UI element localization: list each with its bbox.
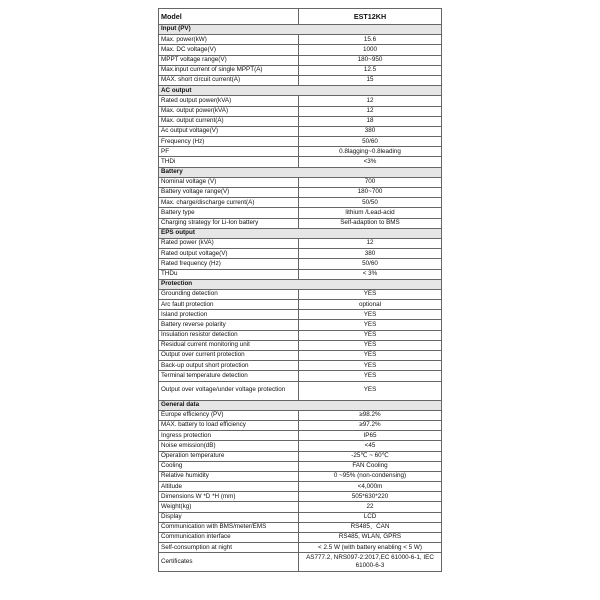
spec-value: <3%: [299, 157, 442, 167]
spec-row: [159, 320, 442, 330]
spec-value: 180~700: [299, 188, 442, 198]
spec-row: [159, 492, 442, 502]
spec-row: [159, 300, 442, 310]
spec-value: 50/60: [299, 259, 442, 269]
spec-value: 380: [299, 126, 442, 136]
spec-value: <4,000m: [299, 482, 442, 492]
spec-row: [159, 147, 442, 157]
spec-value: -25℃ ~ 60℃: [299, 451, 442, 461]
spec-row: [159, 441, 442, 451]
section-title: EPS output: [159, 228, 442, 238]
spec-value: 12.5: [299, 65, 442, 75]
spec-value: YES: [299, 351, 442, 361]
spec-row: [159, 340, 442, 350]
spec-row: [159, 471, 442, 481]
spec-value: optional: [299, 300, 442, 310]
spec-label: Max. power(kW): [159, 35, 299, 45]
model-label: Model: [159, 9, 299, 25]
spec-row: [159, 451, 442, 461]
section-header: [159, 25, 442, 35]
spec-label: Certificates: [159, 553, 299, 572]
spec-value: 0.8lagging~0.8leading: [299, 147, 442, 157]
spec-value: 12: [299, 238, 442, 248]
spec-row: [159, 157, 442, 167]
spec-value: AS777.2, NRS097-2:2017,EC 61000-6-1, IEC 61000-6-3: [299, 553, 442, 572]
spec-label: Island protection: [159, 310, 299, 320]
spec-value: 12: [299, 106, 442, 116]
spec-row: [159, 269, 442, 279]
spec-value: 0 ~95% (non-condensing): [299, 471, 442, 481]
spec-label: Rated frequency (Hz): [159, 259, 299, 269]
spec-label: Output over voltage/under voltage protection: [159, 381, 299, 400]
spec-row: [159, 55, 442, 65]
section-title: Battery: [159, 167, 442, 177]
spec-row: [159, 351, 442, 361]
spec-label: Self-consumption at night: [159, 543, 299, 553]
spec-value: ≥97.2%: [299, 420, 442, 430]
spec-table: [158, 8, 442, 572]
spec-label: MAX. short circuit current(A): [159, 75, 299, 85]
spec-row: [159, 177, 442, 187]
spec-label: Rated output voltage(V): [159, 249, 299, 259]
spec-label: Relative humidity: [159, 471, 299, 481]
spec-row: [159, 188, 442, 198]
spec-value: lithium /Lead-acid: [299, 208, 442, 218]
spec-row: [159, 106, 442, 116]
spec-label: Cooling: [159, 461, 299, 471]
spec-value: YES: [299, 371, 442, 381]
section-header: [159, 167, 442, 177]
spec-value: <45: [299, 441, 442, 451]
spec-label: Ingress protection: [159, 431, 299, 441]
spec-label: Weight(kg): [159, 502, 299, 512]
spec-label: Communication interface: [159, 533, 299, 543]
spec-label: Nominal voltage (V): [159, 177, 299, 187]
spec-row: [159, 208, 442, 218]
spec-value: < 2.5 W (with battery enabling < 5 W): [299, 543, 442, 553]
spec-value: FAN Cooling: [299, 461, 442, 471]
spec-value: Self-adaption to BMS: [299, 218, 442, 228]
spec-value: YES: [299, 361, 442, 371]
spec-label: Communication with BMS/meter/EMS: [159, 522, 299, 532]
model-row: [159, 9, 442, 25]
spec-value: YES: [299, 320, 442, 330]
spec-value: RS485、CAN: [299, 522, 442, 532]
spec-value: RS485, WLAN, GPRS: [299, 533, 442, 543]
spec-row: [159, 543, 442, 553]
spec-label: Rated power (kVA): [159, 238, 299, 248]
spec-value: 180~950: [299, 55, 442, 65]
section-title: Protection: [159, 279, 442, 289]
spec-row: [159, 553, 442, 572]
spec-row: [159, 137, 442, 147]
model-value: EST12KH: [299, 9, 442, 25]
spec-label: Grounding detection: [159, 289, 299, 299]
spec-value: 22: [299, 502, 442, 512]
spec-value: 380: [299, 249, 442, 259]
spec-row: [159, 289, 442, 299]
spec-value: YES: [299, 381, 442, 400]
spec-label: MPPT voltage range(V): [159, 55, 299, 65]
section-header: [159, 86, 442, 96]
spec-row: [159, 259, 442, 269]
spec-row: [159, 116, 442, 126]
spec-row: [159, 35, 442, 45]
spec-label: THDi: [159, 157, 299, 167]
spec-label: Back-up output short protection: [159, 361, 299, 371]
spec-label: Terminal temperature detection: [159, 371, 299, 381]
spec-label: Insulation resistor detection: [159, 330, 299, 340]
spec-table-body: [159, 9, 442, 572]
spec-label: Battery voltage range(V): [159, 188, 299, 198]
spec-value: YES: [299, 340, 442, 350]
spec-row: [159, 330, 442, 340]
spec-row: [159, 96, 442, 106]
spec-row: [159, 249, 442, 259]
spec-label: Display: [159, 512, 299, 522]
spec-label: MAX. battery to load efficiency: [159, 420, 299, 430]
spec-value: 18: [299, 116, 442, 126]
spec-row: [159, 126, 442, 136]
spec-value: YES: [299, 289, 442, 299]
section-title: AC output: [159, 86, 442, 96]
spec-value: IP65: [299, 431, 442, 441]
spec-label: Battery type: [159, 208, 299, 218]
section-title: General data: [159, 400, 442, 410]
spec-value: 1000: [299, 45, 442, 55]
section-header: [159, 279, 442, 289]
spec-row: [159, 198, 442, 208]
spec-value: 50/50: [299, 198, 442, 208]
spec-value: ≥98.2%: [299, 410, 442, 420]
spec-row: [159, 371, 442, 381]
spec-value: 12: [299, 96, 442, 106]
section-header: [159, 400, 442, 410]
spec-row: [159, 420, 442, 430]
spec-value: YES: [299, 310, 442, 320]
spec-row: [159, 410, 442, 420]
spec-row: [159, 522, 442, 532]
spec-label: Max. output power(kVA): [159, 106, 299, 116]
spec-label: Max. DC voltage(V): [159, 45, 299, 55]
spec-label: Output over current protection: [159, 351, 299, 361]
spec-row: [159, 75, 442, 85]
spec-value: LCD: [299, 512, 442, 522]
spec-row: [159, 65, 442, 75]
spec-row: [159, 361, 442, 371]
spec-row: [159, 431, 442, 441]
spec-label: Europe efficiency (PV): [159, 410, 299, 420]
spec-row: [159, 512, 442, 522]
spec-row: [159, 533, 442, 543]
spec-label: Max. charge/discharge current(A): [159, 198, 299, 208]
section-header: [159, 228, 442, 238]
spec-label: Operation temperature: [159, 451, 299, 461]
spec-value: 50/60: [299, 137, 442, 147]
section-title: Input (PV): [159, 25, 442, 35]
spec-label: Battery reverse polarity: [159, 320, 299, 330]
spec-label: Arc fault protection: [159, 300, 299, 310]
spec-row: [159, 461, 442, 471]
spec-label: Ac output voltage(V): [159, 126, 299, 136]
spec-label: Frequency (Hz): [159, 137, 299, 147]
spec-label: PF: [159, 147, 299, 157]
spec-label: Max.input current of single MPPT(A): [159, 65, 299, 75]
spec-label: Dimensions W *D *H (mm): [159, 492, 299, 502]
spec-label: Noise emission(dB): [159, 441, 299, 451]
spec-value: YES: [299, 330, 442, 340]
spec-value: 700: [299, 177, 442, 187]
spec-value: 505*630*220: [299, 492, 442, 502]
spec-label: Charging strategy for Li-Ion battery: [159, 218, 299, 228]
spec-label: Rated output power(kVA): [159, 96, 299, 106]
spec-row: [159, 502, 442, 512]
spec-row: [159, 310, 442, 320]
spec-row: [159, 45, 442, 55]
spec-label: THDu: [159, 269, 299, 279]
spec-value: 15.6: [299, 35, 442, 45]
spec-row: [159, 482, 442, 492]
spec-label: Max. output current(A): [159, 116, 299, 126]
spec-row: [159, 238, 442, 248]
spec-label: Residual current monitoring unit: [159, 340, 299, 350]
spec-value: 15: [299, 75, 442, 85]
spec-label: Altitude: [159, 482, 299, 492]
spec-row: [159, 218, 442, 228]
spec-row: [159, 381, 442, 400]
spec-value: < 3%: [299, 269, 442, 279]
